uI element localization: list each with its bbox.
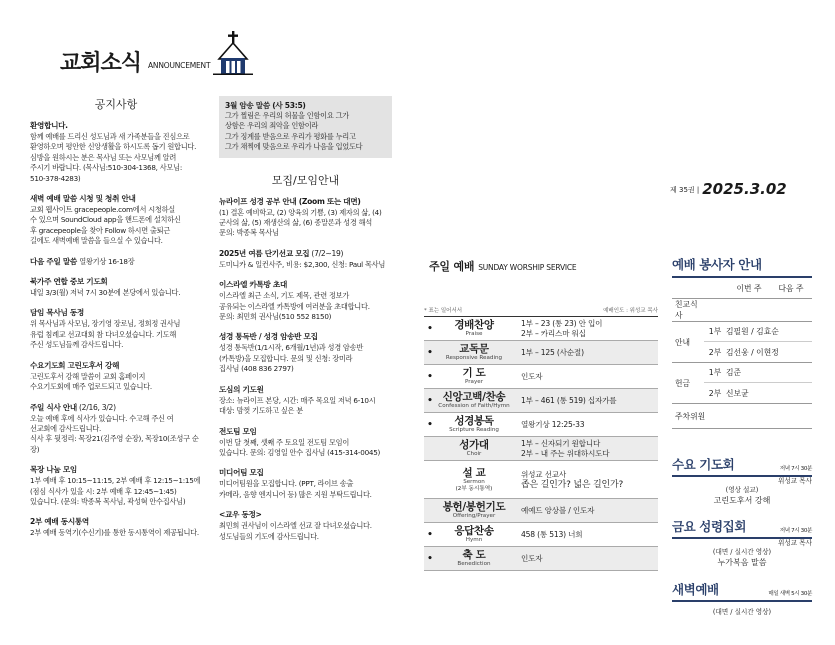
recruit-item <box>219 331 392 374</box>
usher-row <box>704 342 812 362</box>
fri-title: 금요 성령집회 <box>672 519 747 534</box>
usher-row <box>704 322 812 342</box>
notice-item-title-text: 북가주 연합 중보 기도회 <box>30 277 108 287</box>
friday-meeting <box>672 517 812 568</box>
recruit-item-title-text: 성경 통독반 / 성경 암송반 모집 <box>219 332 318 342</box>
order-item-ko: 교독문 <box>459 343 489 355</box>
notice-item-title-text: 수요기도회 고린도후서 강해 <box>30 360 120 370</box>
stand-mark: • <box>427 419 433 430</box>
issue-info <box>670 180 787 198</box>
verse-text <box>225 111 386 153</box>
recruit-item-title <box>219 331 392 342</box>
order-item-en: Praise <box>465 331 483 337</box>
notice-item <box>30 193 202 247</box>
order-item-name <box>436 525 512 544</box>
recruit-item <box>219 509 392 542</box>
order-item-name <box>436 391 512 410</box>
order-item-ko: 경배찬양 <box>454 319 494 331</box>
col-this-week: 이번 주 <box>736 284 762 293</box>
recruit-item-line: 집사님 (408 836 2797) <box>219 364 294 374</box>
recruit-item-line: 이스라엘 최근 소식, 기도 제목, 관련 정보가 <box>219 291 350 301</box>
servants-panel <box>672 255 812 429</box>
issue-volume: 제 35권 | <box>670 186 700 194</box>
order-item-en: Scripture Reading <box>449 427 499 433</box>
recruit-item <box>219 384 392 417</box>
order-row <box>424 437 658 461</box>
stand-mark: • <box>427 371 433 382</box>
order-item-detail <box>512 396 658 406</box>
order-item-en: Responsive Reading <box>445 355 503 361</box>
order-detail-line: 2부 – 카리스마 워십 <box>521 328 586 338</box>
order-item-ko: 신앙고백/찬송 <box>442 391 506 403</box>
recruit-item <box>219 196 392 239</box>
notice-item-title-text: 2부 예배 동시통역 <box>30 517 89 527</box>
recruit-item-line: 성도님들의 기도에 감사드립니다. <box>219 531 319 541</box>
notice-item <box>30 120 202 184</box>
offering-row <box>704 363 812 383</box>
order-item-detail <box>512 420 658 430</box>
notice-item <box>30 402 202 456</box>
recruit-item-line: 문의: 최민희 권사님(510 552 8150) <box>219 312 332 322</box>
usher-names: 김필원 / 김효순 <box>726 327 779 336</box>
notice-item-title <box>30 307 202 318</box>
notice-item-line: 함께 예배를 드리신 성도님과 새 가족분들을 진심으로 <box>30 132 190 141</box>
order-row <box>424 413 658 437</box>
recruit-item-line: 카메라, 음향 엔지니어 등) 많은 지원 부탁드립니다. <box>219 489 372 499</box>
church-icon <box>213 31 253 75</box>
order-row <box>424 499 658 523</box>
recruit-item-title <box>219 509 392 520</box>
notice-item-title <box>30 360 202 371</box>
order-item-name <box>436 467 512 493</box>
notice-item-title <box>30 402 202 413</box>
order-detail-line: 1부 – 신자되기 원합니다 <box>521 438 601 448</box>
recruit-item-line: (카톡방)을 모집합니다. 문의 및 신청: 장미라 <box>219 353 353 363</box>
order-item-detail <box>512 554 658 564</box>
wed-title: 수요 기도회 <box>672 457 735 472</box>
order-item-name <box>436 415 512 434</box>
order-notes <box>424 306 658 317</box>
recruit-item-title <box>219 467 392 478</box>
verse-recruit-column <box>219 96 392 551</box>
stand-mark: • <box>427 395 433 406</box>
order-row <box>424 389 658 413</box>
stand-mark: • <box>427 553 433 564</box>
recruit-item <box>219 279 392 322</box>
notice-item <box>30 516 202 538</box>
order-detail-line: 1부 – 461 (통 519) 십자가를 <box>521 395 617 405</box>
offering-label: 헌금 <box>675 378 691 388</box>
order-item-detail <box>512 506 658 516</box>
fri-time: 저녁 7시 30분 <box>779 528 812 534</box>
order-detail-line: 1부 – 23 (통 23) 안 입이 <box>521 318 603 328</box>
recruit-item-line: 군사의 삶, (5) 재생산의 삶, (6) 종말론과 성경 해석 <box>219 218 372 228</box>
dawn-title: 새벽예배 <box>672 582 719 597</box>
parking-label: 주차위원 <box>675 411 706 421</box>
recruit-item-title-text: 미디어팀 모집 <box>219 468 264 478</box>
recruit-item-line: 성경 통독반(1/1시작, 6개월/1년)과 성경 암송반 <box>219 343 364 353</box>
offering-names: 신보균 <box>726 388 749 398</box>
verse-title: 3월 암송 말씀 (사 53:5) <box>225 101 306 110</box>
notice-item-line: 후 gracepeople을 찾아 Follow 하시면 출퇴근 <box>30 225 171 235</box>
order-item-detail <box>512 348 658 358</box>
greeter-label: 친교식사 <box>675 300 698 320</box>
order-row <box>424 317 658 341</box>
order-item-en: Prayer <box>464 379 484 385</box>
notices-heading: 공지사항 <box>94 98 138 111</box>
notice-item <box>30 276 202 298</box>
servant-row-parking <box>672 404 812 429</box>
verse-line: 그가 채찍에 맞음으로 우리가 나음을 입었도다 <box>225 142 363 152</box>
recruit-item-title <box>219 279 392 290</box>
order-item-name <box>436 549 512 568</box>
order-detail-line: 인도자 <box>521 371 543 381</box>
offering-service: 1부 <box>708 368 722 377</box>
notice-item-line: 고린도후서 강해 말씀이 교회 홈페이지 <box>30 371 146 381</box>
order-row <box>424 341 658 365</box>
order-item-name <box>436 319 512 338</box>
notice-item <box>30 464 202 507</box>
order-row <box>424 523 658 547</box>
fri-topic: 누가복음 말씀 <box>717 558 767 567</box>
servants-title: 예배 봉사자 안내 <box>672 255 812 278</box>
order-item-name <box>436 439 512 458</box>
recruit-item-title-text: 도심의 기도원 <box>219 384 264 394</box>
recruit-item-line: 문의: 박종복 목사님 <box>219 228 279 238</box>
notice-item-line: 주시기 바랍니다. (목사님:510-304-1368, 사모님: <box>30 163 182 173</box>
dawn-service <box>672 580 812 617</box>
order-rows <box>424 317 658 571</box>
verse-line: 상함은 우리의 죄악을 인함이라 <box>225 121 319 131</box>
notices-column <box>30 96 202 548</box>
notice-item-line: 환영하오며 평안한 신앙생활을 하시도록 돕기 원합니다. <box>30 142 197 152</box>
notice-item-line: 오늘 예배 후에 식사가 있습니다. 수고해 주신 여 <box>30 413 174 423</box>
usher-service: 1부 <box>708 327 722 336</box>
recruit-item <box>219 467 392 500</box>
recruit-item-line: 있습니다. 문의: 김영일 안수 집사님 (415-314-0045) <box>219 447 381 457</box>
recruit-item-title-text: 2025년 여름 단기선교 모집 <box>219 248 310 258</box>
order-detail-line: 위성교 선교사 <box>521 469 567 479</box>
notice-item-line: 있습니다. (문의: 박종복 목사님, 곽성혁 안수집사님) <box>30 496 186 506</box>
order-item-ko: 봉헌/봉헌기도 <box>442 501 506 513</box>
notice-item-line: 510-378-4283) <box>30 173 81 183</box>
order-item-detail <box>512 470 658 490</box>
recruit-item-title-text: 전도팀 모임 <box>219 426 257 436</box>
notice-item-line: 위 목사님과 사모님, 장기영 장로님, 정희정 권사님 <box>30 319 181 329</box>
worship-title-ko: 주일 예배 <box>429 260 475 273</box>
dawn-mode: (대면 / 실시간 영상) <box>712 608 772 616</box>
wed-topic: 고린도후서 강해 <box>713 496 771 505</box>
recruit-item-title-extra: (7/2~19) <box>309 248 344 258</box>
notice-item-line: 2부 예배 동역기(수신기)를 통한 동시통역이 제공됩니다. <box>30 528 199 538</box>
recruit-item-title <box>219 426 392 437</box>
notice-item-line: 내일 3/3(월) 저녁 7시 30분에 본당에서 있습니다. <box>30 288 181 298</box>
stand-mark: • <box>427 529 433 540</box>
notice-item-title-text: 환영합니다. <box>30 121 68 130</box>
notice-item-title <box>30 464 202 475</box>
notice-item-title-text: 다음 주일 말씀 <box>30 256 77 266</box>
notice-item-title-extra: (2/16, 3/2) <box>76 402 116 412</box>
order-item-ko: 축 도 <box>462 549 486 561</box>
notice-item-line: 유럽 침례교 선교대회 참 다녀오셨습니다. 기도해 <box>30 329 177 339</box>
notice-item-line: (점심 식사가 있을 시: 2부 예배 후 12:45~1:45) <box>30 486 177 496</box>
notice-item-title-text: 새벽 예배 말씀 시청 및 청취 안내 <box>30 194 136 204</box>
notice-item-line: 수요기도회에 매주 업로드되고 있습니다. <box>30 382 152 392</box>
order-item-ko: 기 도 <box>462 367 486 379</box>
wednesday-prayer <box>672 455 812 506</box>
leader-note: 예배인도 : 위성교 목사 <box>603 308 658 314</box>
recruit-item-line: 이번 달 첫째, 셋째 주 토요일 전도팀 모임이 <box>219 437 350 447</box>
order-detail-line: 인도자 <box>521 553 543 563</box>
order-item-ko: 성가대 <box>459 439 489 451</box>
usher-service: 2부 <box>708 347 722 357</box>
verse-line: 그가 찔림은 우리의 허물을 인함이요 그가 <box>225 111 349 120</box>
fri-speaker: 위성교 목사 <box>778 539 812 547</box>
order-detail-line: 열왕기상 12:25-33 <box>521 419 585 429</box>
recruit-list <box>219 196 392 542</box>
recruit-item <box>219 426 392 459</box>
notice-item-text: 열왕기상 16-18장 <box>79 256 135 266</box>
usher-label: 안내 <box>675 337 691 347</box>
stand-note: * 표는 일어서서 <box>424 308 463 314</box>
servant-group-offering <box>672 363 812 404</box>
order-item-en: Offering/Prayer <box>452 513 496 519</box>
order-item-detail <box>512 439 658 459</box>
recruit-item-line: 미디어팀원을 모집합니다. (PPT, 라이브 송출 <box>219 479 354 489</box>
notice-item-title-text: 담임 목사님 동정 <box>30 308 84 318</box>
order-detail-line: 좁은 길인가? 넓은 길인가? <box>521 479 624 490</box>
recruit-item-title-text: 뉴라이프 성경 공부 안내 (Zoom 또는 대면) <box>219 196 361 206</box>
worship-title-en: SUNDAY WORSHIP SERVICE <box>478 263 577 272</box>
memory-verse-box <box>219 96 392 158</box>
notice-item-title-text: 목장 나눔 모임 <box>30 465 77 475</box>
order-item-ko: 응답찬송 <box>454 525 494 537</box>
order-item-en: Benediction <box>457 561 491 567</box>
order-item-name <box>436 343 512 362</box>
recruit-item-title-text: <교우 동정> <box>219 510 262 520</box>
order-row <box>424 461 658 499</box>
worship-title <box>429 258 576 274</box>
notice-item-line: 주신 성도님들께 감사드립니다. <box>30 340 124 350</box>
notice-item-title <box>30 256 202 267</box>
notice-item <box>30 256 202 267</box>
wed-time: 저녁 7시 30분 <box>779 466 812 472</box>
order-item-extra: (2부 동시통역) <box>455 485 493 492</box>
order-item-name <box>436 367 512 386</box>
order-item-name <box>436 501 512 520</box>
notice-item-line: 수 있으며 SoundCloud app을 핸드폰에 설치하신 <box>30 215 181 225</box>
issue-date: 2025.3.02 <box>702 180 787 198</box>
notice-item-line: 심방을 원하시는 분은 목사님 또는 사모님께 알려 <box>30 152 177 162</box>
order-item-en: Sermon <box>463 478 485 485</box>
dawn-time: 매일 새벽 5시 30분 <box>768 591 812 597</box>
order-row <box>424 547 658 571</box>
recruit-heading: 모집/모임안내 <box>271 173 340 187</box>
order-item-ko: 성경봉독 <box>454 415 494 427</box>
page-subtitle: ANNOUNCEMENT <box>148 61 211 70</box>
notice-item-line: 교회 웹사이트 gracepeople.com에서 시청하실 <box>30 205 175 215</box>
recruit-item-line: 도미니카 & 일컨사주, 비용: $2,300, 신청: Paul 목사님 <box>219 259 386 269</box>
notice-item-line: 식사 후 뒷정리: 목장21(김주영 순장), 목장10(조성구 순장) <box>30 434 199 454</box>
notice-item-title <box>30 193 202 204</box>
notice-item-title <box>30 516 202 527</box>
order-detail-line: 1부 – 125 (사순절) <box>521 347 584 357</box>
order-item-detail <box>512 319 658 339</box>
worship-order <box>424 306 658 571</box>
order-detail-line: 458 (통 513) 너희 <box>521 529 583 539</box>
notice-item <box>30 360 202 393</box>
recruit-item-line: 공유되는 이스라엘 카톡방에 여러분을 초대합니다. <box>219 301 370 311</box>
order-item-en: Confession of Faith/Hymn <box>438 403 510 409</box>
verse-line: 그가 징계를 받음으로 우리가 평화를 누리고 <box>225 131 356 141</box>
recruit-item-line: (1) 결혼 예비학교, (2) 양육의 기쁨, (3) 제자의 삶, (4) <box>219 207 382 217</box>
notices-list <box>30 120 202 539</box>
usher-names: 김선웅 / 이현정 <box>726 347 779 357</box>
order-item-en: Choir <box>466 451 482 457</box>
fri-mode: (대면 / 실시간 영상) <box>712 548 772 556</box>
notice-item-title <box>30 276 202 287</box>
recruit-item <box>219 248 392 270</box>
recruit-item-title <box>219 384 392 395</box>
recruit-item-title <box>219 248 392 259</box>
servant-row-greeter <box>672 299 812 322</box>
offering-row <box>704 383 812 403</box>
order-detail-line: 2부 – 내 주는 위대하시도다 <box>521 448 610 458</box>
recruit-item-title <box>219 196 392 207</box>
offering-names: 김준 <box>726 368 742 377</box>
order-detail-line: 예예드 앙상블 / 인도자 <box>521 505 595 515</box>
offering-service: 2부 <box>708 388 722 398</box>
wed-mode: (영상 설교) <box>725 486 759 494</box>
order-item-en: Hymn <box>465 537 483 543</box>
page-title: 교회소식 <box>60 51 142 76</box>
recruit-item-line: 대상: 맘껏 기도하고 싶은 분 <box>219 406 303 416</box>
notice-item-line: 선교회에 감사드립니다. <box>30 423 102 433</box>
recruit-item-line: 최민희 권사님이 이스라엘 선교 잘 다녀오셨습니다. <box>219 521 372 531</box>
order-item-detail <box>512 372 658 382</box>
col-next-week: 다음 주 <box>778 284 804 293</box>
order-item-ko: 설 교 <box>462 466 486 479</box>
notice-item <box>30 307 202 350</box>
wed-speaker: 위성교 목사 <box>778 477 812 485</box>
servants-header <box>672 278 812 299</box>
notice-item-title <box>30 120 202 131</box>
servant-group-usher <box>672 322 812 363</box>
stand-mark: • <box>427 347 433 358</box>
order-row <box>424 365 658 389</box>
recruit-item-title-text: 이스라엘 카톡방 초대 <box>219 280 288 290</box>
notice-item-line: 길에도 새벽예배 말씀을 들으실 수 있습니다. <box>30 236 163 246</box>
order-item-detail <box>512 530 658 540</box>
recruit-item-line: 장소: 뉴라이프 본당, 시간: 매주 목요일 저녁 6-10시 <box>219 395 376 405</box>
notice-item-title-text: 주일 식사 안내 <box>30 402 77 412</box>
notice-item-line: 1부 예배 후 10:15~11:15, 2부 예배 후 12:15~1:15에 <box>30 476 201 486</box>
stand-mark: • <box>427 323 433 334</box>
